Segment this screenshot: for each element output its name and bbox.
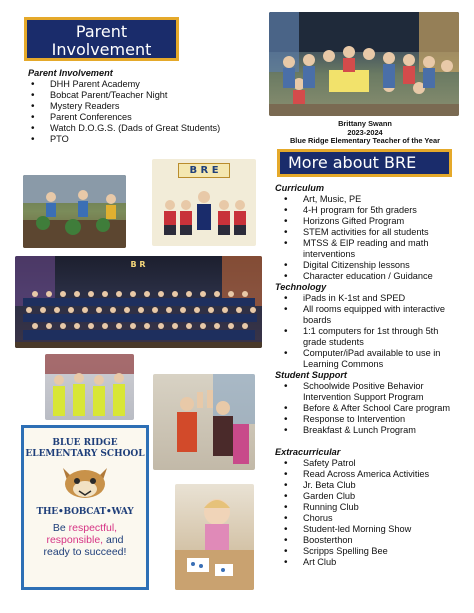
motto-be: Be — [52, 522, 66, 534]
curriculum-heading: Curriculum — [275, 183, 325, 193]
award-title: Blue Ridge Elementary Teacher of the Year — [289, 136, 441, 146]
list-item: • Schoolwide Positive Behavior Intervention Support Program — [277, 381, 462, 403]
poster-title-line1: BLUE RIDGE — [52, 438, 118, 448]
stage-sign: B R — [130, 260, 146, 269]
parent-involvement-list — [24, 79, 224, 145]
motto-ready: ready to succeed! — [43, 546, 127, 558]
bre-sign-photo — [152, 159, 256, 246]
more-about-bre-banner-title: More about BRE — [288, 153, 417, 172]
list-item: • Watch D.O.G.S. (Dads of Great Students) — [24, 123, 224, 134]
list-item: • Parent Conferences — [24, 112, 224, 123]
list-item: • Horizons Gifted Program — [277, 216, 462, 227]
garden-club-photo — [23, 175, 126, 248]
high-five-photo — [153, 374, 255, 470]
safety-patrol-illustration — [45, 354, 134, 420]
list-item: • Character education / Guidance — [277, 271, 462, 282]
motto-responsible: responsible, — [46, 534, 104, 546]
school-group-photo — [15, 256, 262, 348]
more-about-bre-banner — [277, 149, 452, 177]
list-item: • 1:1 computers for 1st through 5th grade students — [277, 326, 462, 348]
poster-motto — [24, 522, 146, 558]
bre-photo-illustration — [152, 159, 256, 246]
list-item: • All rooms equipped with interactive boards — [277, 304, 462, 326]
student-activity-photo — [175, 484, 254, 590]
list-item: • Breakfast & Lunch Program — [277, 425, 462, 436]
list-item: • Digital Citizenship lessons — [277, 260, 462, 271]
group-photo-illustration — [269, 12, 459, 116]
parent-involvement-heading: Parent Involvement — [28, 68, 113, 78]
motto-respectful: respectful, — [68, 522, 118, 534]
teacher-of-the-year-caption — [270, 120, 460, 146]
curriculum-list — [277, 194, 462, 282]
bobcat-mascot-icon — [55, 464, 115, 500]
list-item: • Art, Music, PE — [277, 194, 462, 205]
list-item: • Student-led Morning Show — [277, 524, 462, 535]
student-support-list — [277, 381, 462, 436]
parent-involvement-banner — [24, 17, 179, 61]
list-item: • Running Club — [277, 502, 462, 513]
list-item: • STEM activities for all students — [277, 227, 462, 238]
list-item: • Mystery Readers — [24, 101, 224, 112]
parent-involvement-banner-title: Parent Involvement — [51, 22, 152, 59]
garden-photo-illustration — [23, 175, 126, 248]
poster-bobcat-way: THE•BOBCAT•WAY — [36, 507, 134, 517]
safety-patrol-photo — [45, 354, 134, 420]
technology-list — [277, 293, 462, 370]
list-item: • Boosterthon — [277, 535, 462, 546]
list-item: • Jr. Beta Club — [277, 480, 462, 491]
list-item: • 4-H program for 5th graders — [277, 205, 462, 216]
student-support-heading: Student Support — [275, 370, 347, 380]
list-item: • MTSS & EIP reading and math interventions — [277, 238, 462, 260]
extracurricular-heading: Extracurricular — [275, 447, 341, 457]
high-five-illustration — [153, 374, 255, 470]
list-item: • Chorus — [277, 513, 462, 524]
award-years: 2023-2024 — [347, 127, 383, 137]
list-item: • Scripps Spelling Bee — [277, 546, 462, 557]
technology-heading: Technology — [275, 282, 327, 292]
list-item: • iPads in K-1st and SPED — [277, 293, 462, 304]
poster-title-line2: ELEMENTARY SCHOOL — [25, 449, 145, 459]
list-item: • Art Club — [277, 557, 462, 568]
student-activity-illustration — [175, 484, 254, 590]
motto-and: and — [106, 534, 124, 546]
extracurricular-list — [277, 458, 462, 568]
group-photo-illustration — [15, 256, 262, 348]
list-item: • Bobcat Parent/Teacher Night — [24, 90, 224, 101]
teacher-of-the-year-photo — [269, 12, 459, 116]
list-item: • Garden Club — [277, 491, 462, 502]
list-item: • Response to Intervention — [277, 414, 462, 425]
poster-school-name — [24, 438, 146, 460]
list-item: • Read Across America Activities — [277, 469, 462, 480]
list-item: • PTO — [24, 134, 224, 145]
list-item: • DHH Parent Academy — [24, 79, 224, 90]
list-item: • Computer/iPad available to use in Learning Commons — [277, 348, 462, 370]
list-item: • Safety Patrol — [277, 458, 462, 469]
teacher-name: Brittany Swann — [338, 119, 392, 128]
bre-sign: B R E — [178, 163, 230, 178]
bobcat-way-poster — [21, 425, 149, 590]
list-item: • Before & After School Care program — [277, 403, 462, 414]
